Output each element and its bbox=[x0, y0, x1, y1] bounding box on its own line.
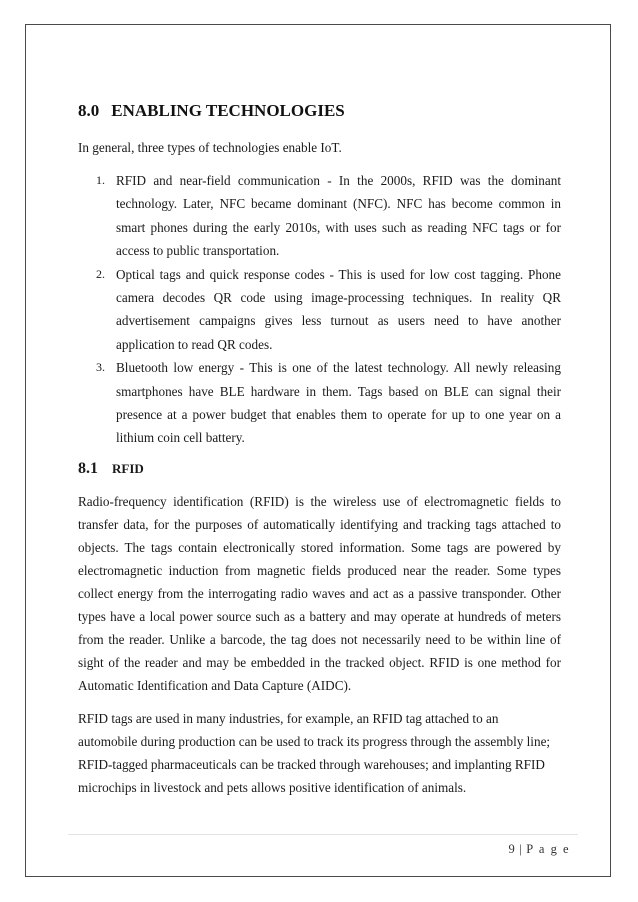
page-number-value: 9 bbox=[508, 842, 517, 856]
list-item-text: RFID and near-field communication - In the 2000s, RFID was the dominant technology. Later, NFC became dominant (NFC). NFC has become common in smart phones during the early 2010s, with uses such as reading NFC tags or for access to public transportation. bbox=[116, 173, 561, 259]
list-item-number: 1. bbox=[96, 173, 105, 187]
intro-paragraph: In general, three types of technologies enable IoT. bbox=[78, 140, 342, 155]
page-number-separator: | bbox=[519, 842, 524, 856]
section-number: 8.0 bbox=[78, 101, 100, 120]
section-title: ENABLING TECHNOLOGIES bbox=[111, 101, 345, 120]
list-item bbox=[78, 263, 561, 357]
technology-list bbox=[78, 169, 561, 450]
document-body bbox=[78, 100, 561, 799]
list-item-number: 2. bbox=[96, 266, 105, 281]
rfid-paragraph: Radio-frequency identification (RFID) is the wireless use of electromagnetic fields to transfer data, for the purposes of automatically identifying and tracking tags attached to objects. The tags contain electronically stored information. Some tags are powered by electromagnetic induction from magnetic fields produced near the reader. Some types collect energy from the interrogating radio waves and act as a passive transponder. Other types have a local power source such as a battery and may operate at hundreds of meters from the reader. Unlike a barcode, the tag does not necessarily need to be within line of sight of the reader and may be embedded in the tracked object. RFID is one method for Automatic Identification and Data Capture (AIDC). bbox=[78, 493, 561, 693]
list-item-number: 3. bbox=[96, 360, 105, 375]
subsection-title: RFID bbox=[112, 460, 144, 476]
subsection-heading bbox=[78, 458, 561, 480]
list-item-text: Bluetooth low energy - This is one of the latest technology. All newly releasing smartphones have BLE hardware in them. Tags based on BLE can signal their presence at a power budget that enables them to operate for up to one year on a lithium coin cell battery. bbox=[116, 360, 561, 446]
page-label: P a g e bbox=[526, 842, 570, 856]
footer-divider bbox=[68, 834, 578, 835]
list-item bbox=[78, 169, 561, 263]
rfid-uses-paragraph: RFID tags are used in many industries, for example, an RFID tag attached to an automobile during production can be used to track its progress through the assembly line; RFID-tagged pharmaceuticals can be tracked through warehouses; and implanting RFID microchips in livestock and pets allows positive identification of animals. bbox=[78, 710, 551, 795]
list-item-text: Optical tags and quick response codes - This is used for low cost tagging. Phone camera decodes QR code using image-processing techniques. In reality QR advertisement campaigns gives less turnout as users need to have another application to read QR codes. bbox=[116, 266, 561, 352]
list-item bbox=[78, 356, 561, 450]
section-heading bbox=[78, 100, 561, 122]
subsection-number: 8.1 bbox=[78, 459, 98, 477]
page-number bbox=[509, 842, 570, 857]
